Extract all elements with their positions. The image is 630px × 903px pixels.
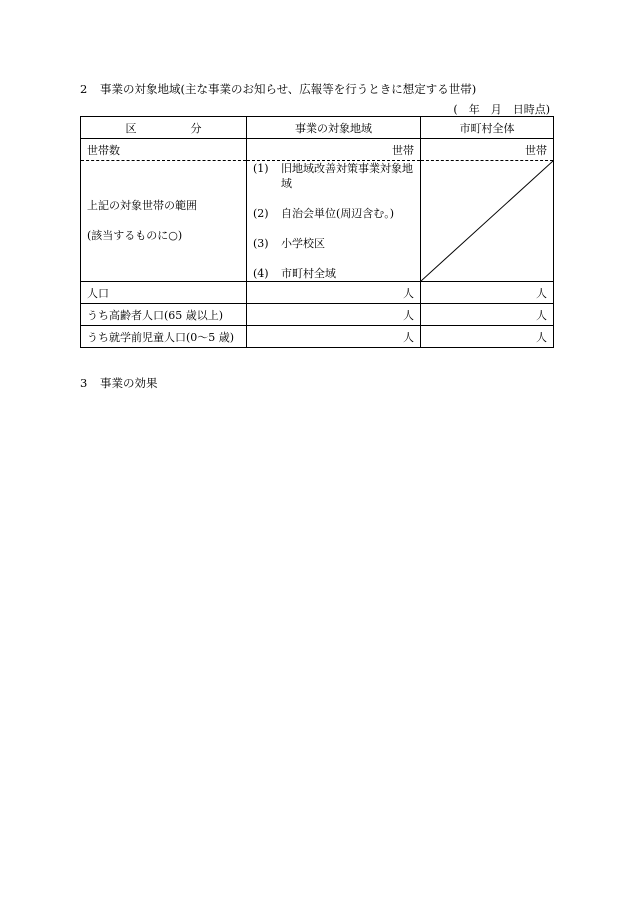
elderly-population-row — [81, 304, 554, 326]
section-2-heading — [80, 82, 476, 96]
header-target-area: 事業の対象地域 — [247, 117, 421, 139]
households-row — [81, 139, 554, 161]
scope-option: (4) 市町村全域 — [253, 267, 336, 280]
elderly-population-label: うち高齢者人口(65 歳以上) — [81, 304, 247, 326]
header-category: 区 分 — [81, 117, 247, 139]
section-2-number: 2 — [80, 82, 88, 96]
elderly-population-whole-cell: 人 — [421, 304, 554, 326]
section-3-heading — [80, 376, 158, 390]
preschool-population-target-cell: 人 — [247, 326, 421, 348]
households-label: 世帯数 — [81, 139, 247, 161]
diagonal-line — [421, 161, 553, 281]
scope-option: (3) 小学校区 — [253, 237, 325, 250]
scope-row — [81, 161, 554, 282]
population-target-cell: 人 — [247, 282, 421, 304]
population-row — [81, 282, 554, 304]
preschool-population-label: うち就学前児童人口(0～5 歳) — [81, 326, 247, 348]
scope-label: 上記の対象世帯の範囲 — [87, 199, 197, 212]
section-3-title: 事業の効果 — [100, 376, 158, 390]
scope-options-list — [253, 161, 414, 281]
population-whole-cell: 人 — [421, 282, 554, 304]
target-area-table — [80, 116, 554, 348]
preschool-population-row — [81, 326, 554, 348]
as-of-date: ( 年 月 日時点) — [453, 103, 550, 116]
scope-label-cell — [81, 161, 247, 282]
preschool-population-whole-cell: 人 — [421, 326, 554, 348]
scope-options-cell — [247, 161, 421, 282]
households-target-cell: 世帯 — [247, 139, 421, 161]
households-whole-cell: 世帯 — [421, 139, 554, 161]
scope-note: (該当するものに○) — [87, 229, 183, 242]
scope-whole-diagonal-cell — [421, 161, 554, 282]
header-whole-municipality: 市町村全体 — [421, 117, 554, 139]
scope-option: (2) 自治会単位(周辺含む。) — [253, 207, 395, 220]
population-label: 人口 — [81, 282, 247, 304]
section-3-number: 3 — [80, 376, 88, 390]
table-header-row — [81, 117, 554, 139]
section-2-title: 事業の対象地域(主な事業のお知らせ、広報等を行うときに想定する世帯) — [100, 82, 477, 96]
elderly-population-target-cell: 人 — [247, 304, 421, 326]
scope-option: (1) 旧地域改善対策事業対象地域 — [253, 162, 413, 190]
